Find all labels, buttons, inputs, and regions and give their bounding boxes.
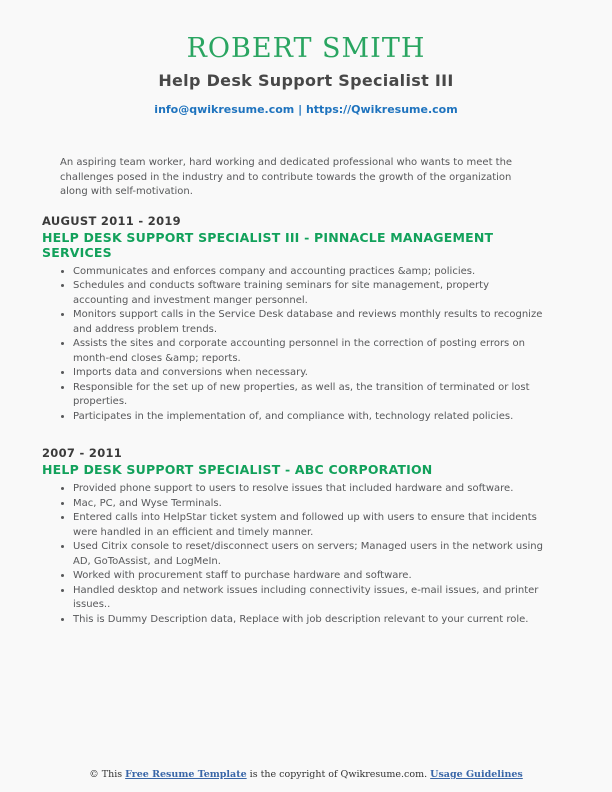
bullet-item: • Communicates and enforces company and accounting practices &amp; policies. xyxy=(73,265,547,280)
job-bullet-list xyxy=(42,482,547,627)
resume-header xyxy=(0,0,612,116)
contact-separator: | xyxy=(294,103,306,116)
experience-section xyxy=(42,214,547,425)
job-title-heading: HELP DESK SUPPORT SPECIALIST - ABC CORPORATION xyxy=(42,462,433,477)
bullet-item: • Mac, PC, and Wyse Terminals. xyxy=(73,497,547,512)
footer-copyright-text: is the copyright of Qwikresume.com. xyxy=(246,769,431,780)
job-dates: 2007 - 2011 xyxy=(42,446,123,460)
bullet-item: • Monitors support calls in the Service Desk database and reviews monthly results to recognize and address problem trends. xyxy=(73,308,547,337)
bullet-item: • Provided phone support to users to resolve issues that included hardware and software. xyxy=(73,482,547,497)
job-title-heading: HELP DESK SUPPORT SPECIALIST III - PINNACLE MANAGEMENT SERVICES xyxy=(42,229,494,260)
job-dates: AUGUST 2011 - 2019 xyxy=(42,213,181,228)
bullet-item: • This is Dummy Description data, Replace with job description relevant to your current role. xyxy=(73,613,547,628)
summary-paragraph: An aspiring team worker, hard working and dedicated professional who wants to meet the challenges posed in the industry and to contribute towards the growth of the organization along with self-motivation. xyxy=(60,157,513,197)
footer-prefix-text: © This xyxy=(89,769,126,780)
contact-website-link[interactable]: https://Qwikresume.com xyxy=(305,103,458,116)
candidate-name: ROBERT SMITH xyxy=(186,33,426,64)
experience-section xyxy=(42,446,547,627)
experience-sections xyxy=(0,214,612,628)
usage-guidelines-link[interactable]: Usage Guidelines xyxy=(430,769,523,780)
job-bullet-list xyxy=(42,265,547,425)
contact-email-link[interactable]: info@qwikresume.com xyxy=(154,103,295,116)
contact-line xyxy=(0,103,612,116)
bullet-item: • Schedules and conducts software training seminars for site management, property accounting and investment manger personnel. xyxy=(73,279,547,308)
candidate-job-title: Help Desk Support Specialist III xyxy=(158,71,454,90)
page-footer xyxy=(0,769,612,780)
bullet-item: • Participates in the implementation of, and compliance with, technology related policies. xyxy=(73,410,547,425)
bullet-item: • Entered calls into HelpStar ticket system and followed up with users to ensure that incidents were handled in an efficient and timely manner. xyxy=(73,511,547,540)
bullet-item: • Imports data and conversions when necessary. xyxy=(73,366,547,381)
bullet-item: • Assists the sites and corporate accounting personnel in the correction of posting errors on month-end closes &amp; reports. xyxy=(73,337,547,366)
bullet-item: • Worked with procurement staff to purchase hardware and software. xyxy=(73,569,547,584)
bullet-item: • Handled desktop and network issues including connectivity issues, e-mail issues, and printer issues.. xyxy=(73,584,547,613)
free-resume-template-link[interactable]: Free Resume Template xyxy=(125,769,247,780)
bullet-item: • Used Citrix console to reset/disconnect users on servers; Managed users in the network using AD, GoToAssist, and LogMeIn. xyxy=(73,540,547,569)
bullet-item: • Responsible for the set up of new properties, as well as, the transition of terminated or lost properties. xyxy=(73,381,547,410)
